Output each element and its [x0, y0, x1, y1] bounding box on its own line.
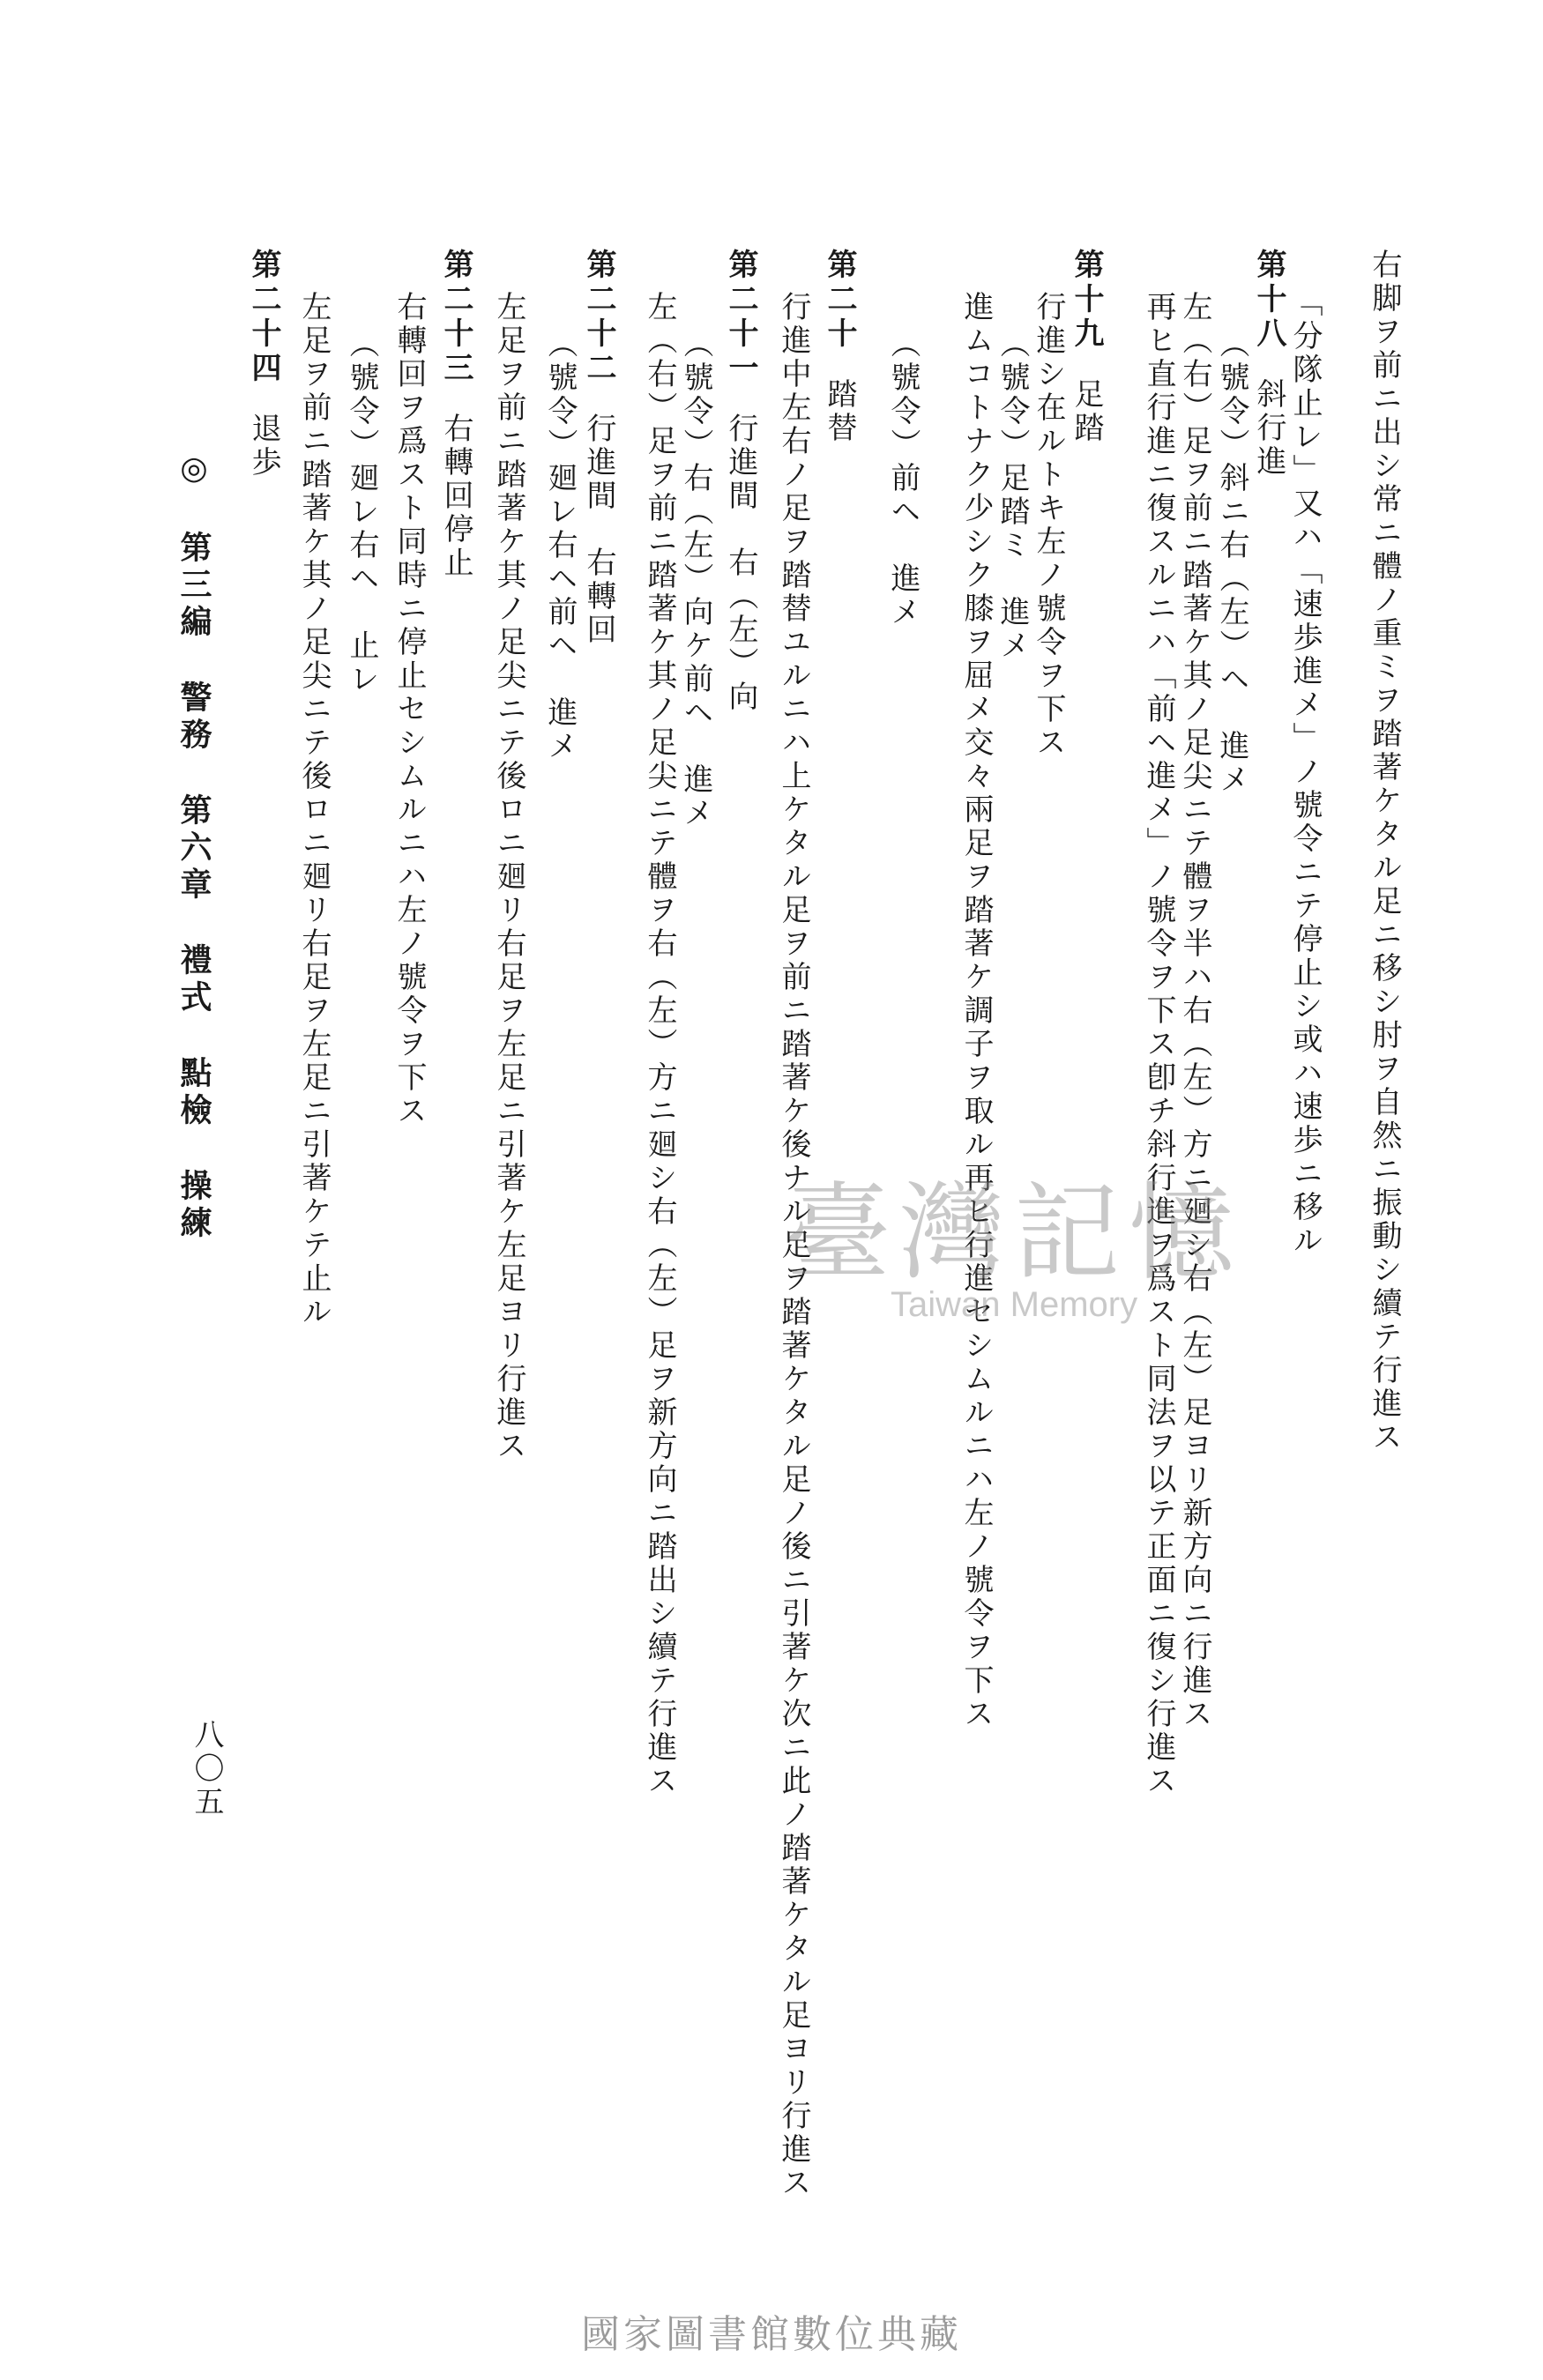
- header-part: 警務: [175, 681, 212, 755]
- article-number: 第二十二: [581, 249, 616, 386]
- header-chapter: 第六章: [175, 793, 212, 904]
- footer-watermark: 國家圖書館數位典藏: [581, 2312, 962, 2357]
- command-line: （號令）廻レ右ヘ前ヘ 進メ: [542, 328, 578, 763]
- watermark-logo-text: 臺灣記憶: [785, 1172, 1243, 1295]
- article-heading: [822, 249, 857, 445]
- article-number: 第二十四: [246, 249, 281, 386]
- article-number: 第十八: [1251, 249, 1286, 352]
- article-heading: [723, 249, 758, 714]
- header-section-c: 操練: [175, 1169, 212, 1243]
- page-number: 八〇五: [189, 1719, 224, 1819]
- article-title: 右轉回停止: [438, 413, 473, 580]
- running-header: [175, 450, 212, 1243]
- article-heading: [1069, 249, 1104, 445]
- command-line: （號令）前ヘ 進メ: [885, 328, 921, 629]
- text-column: 左足ヲ前ニ踏著ケ其ノ足尖ニテ後ロニ廻リ右足ヲ左足ニ引著ケテ止ル: [296, 291, 332, 1329]
- text-column: 右轉回ヲ爲スト同時ニ停止セシムルニハ左ノ號令ヲ下ス: [391, 291, 427, 1128]
- text-column: 再ヒ直行進ニ復スルニハ「前ヘ進メ」ノ號令ヲ下ス卽チ斜行進ヲ爲スト同法ヲ以テ正面ニ復シ行進ス: [1141, 291, 1176, 1798]
- article-title: 足踏: [1069, 378, 1104, 445]
- article-number: 第十九: [1069, 249, 1104, 352]
- header-mark: ◎: [175, 450, 212, 492]
- article-heading: [246, 249, 281, 480]
- watermark-logo-subtext: Taiwan Memory: [891, 1285, 1138, 1324]
- article-title: 斜行進: [1251, 378, 1286, 479]
- text-column: 左（右）足ヲ前ニ踏著ケ其ノ足尖ニテ體ヲ右（左）方ニ廻シ右（左）足ヲ新方向ニ踏出シ續テ行進ス: [642, 291, 677, 1798]
- command-line: （號令）廻レ右ヘ 止レ: [344, 328, 379, 696]
- text-column: 左足ヲ前ニ踏著ケ其ノ足尖ニテ後ロニ廻リ右足ヲ左足ニ引著ケ左足ヨリ行進ス: [491, 291, 526, 1463]
- watermark-logo: [758, 1172, 1270, 1331]
- article-number: 第二十: [822, 249, 857, 352]
- article-title: 行進間 右轉回: [581, 413, 616, 647]
- text-column: 右脚ヲ前ニ出シ常ニ體ノ重ミヲ踏著ケタル足ニ移シ肘ヲ自然ニ振動シ續テ行進ス: [1367, 249, 1402, 1454]
- article-title: 踏替: [822, 378, 857, 445]
- article-title: 行進間 右（左）向: [723, 413, 758, 714]
- article-heading: [1251, 249, 1286, 479]
- command-line: （號令）足踏ミ 進メ: [995, 328, 1030, 663]
- header-volume: 第三編: [175, 531, 212, 642]
- text-column: 左（右）足ヲ前ニ踏著ケ其ノ足尖ニテ體ヲ半ハ右（左）方ニ廻シ右（左）足ヨリ新方向ニ行進ス: [1177, 291, 1212, 1731]
- article-heading: [438, 249, 473, 580]
- article-title: 退歩: [246, 413, 281, 480]
- text-column: 「分隊止レ」又ハ「速歩進メ」ノ號令ニテ停止シ或ハ速歩ニ移ル: [1287, 286, 1323, 1258]
- command-line: （號令）右（左）向ケ前ヘ 進メ: [678, 328, 713, 830]
- command-line: （號令）斜ニ右（左）ヘ 進メ: [1214, 328, 1249, 797]
- text-column: 行進中左右ノ足ヲ踏替ユルニハ上ケタル足ヲ前ニ踏著ケ後ナル足ヲ踏著ケタル足ノ後ニ引著ケ次ニ此ノ踏著ケタル足ヨリ行進ス: [776, 291, 811, 2200]
- article-number: 第二十一: [723, 249, 758, 386]
- article-heading: [581, 249, 616, 647]
- text-column: 行進シ在ルトキ左ノ號令ヲ下ス: [1031, 291, 1066, 760]
- header-section-b: 點檢: [175, 1056, 212, 1130]
- article-number: 第二十三: [438, 249, 473, 386]
- header-section-a: 禮式: [175, 943, 212, 1017]
- text-column: 進ムコトナク少シク膝ヲ屈メ交々兩足ヲ踏著ケ調子ヲ取ル再ヒ行進セシムルニハ左ノ號令ヲ下ス: [958, 291, 994, 1731]
